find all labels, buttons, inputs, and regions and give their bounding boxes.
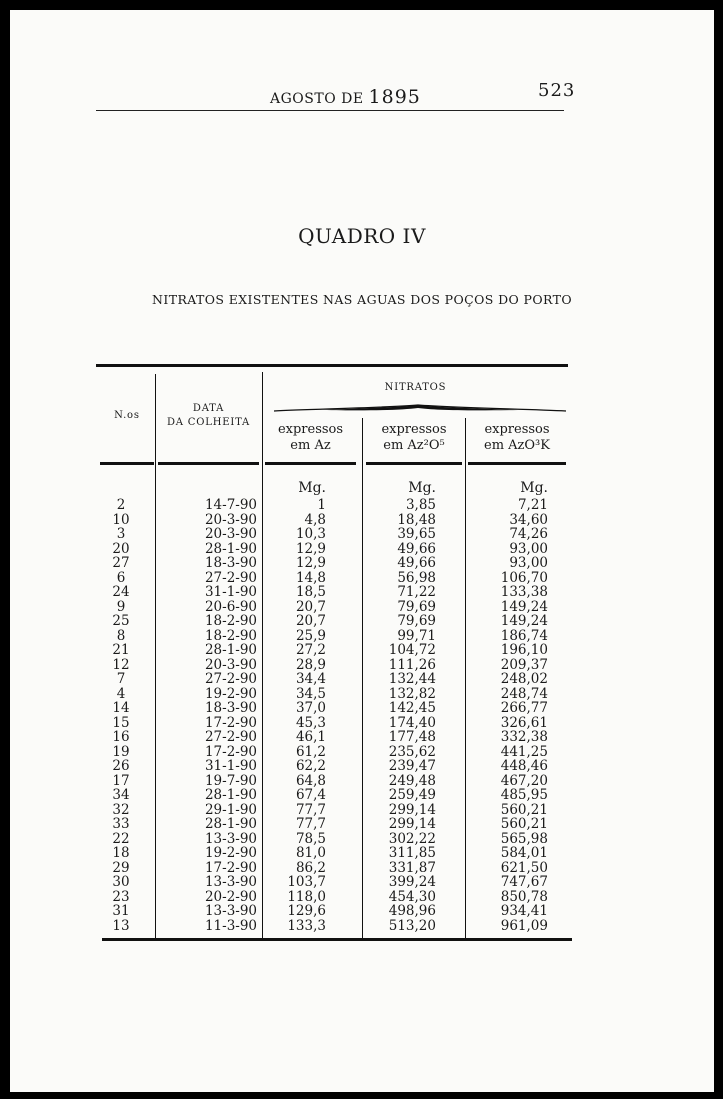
cell-azo3k: 584,01 [500,845,548,861]
cell-az: 133,3 [287,917,326,934]
cell-n: 9 [116,598,126,615]
cell-az: 34,4 [295,671,326,687]
cell-date: 28-1-90 [204,540,258,557]
cell-date: 18-2-90 [204,613,258,629]
header-rule [96,110,564,111]
cell-date: 31-1-90 [204,758,258,774]
col-header-n: N.os [114,410,140,421]
table-subtitle: NITRATOS EXISTENTES NAS AGUAS DOS POÇOS DO PORTO [152,292,572,307]
cell-az2o5: 249,48 [388,772,436,789]
cell-az: 12,9 [295,540,326,557]
cell-azo3k: 565,98 [500,830,548,847]
cell-n: 4 [116,685,126,702]
cell-az: 1 [317,497,326,513]
cell-az: 67,4 [295,787,326,803]
col-header-date-line1: DATA [192,403,225,414]
cell-n: 21 [112,642,130,658]
cell-n: 34 [112,787,130,803]
cell-azo3k: 34,60 [509,511,548,528]
cell-azo3k: 266,77 [500,700,548,716]
cell-azo3k: 621,50 [500,859,548,876]
cell-az2o5: 239,47 [388,758,436,774]
cell-date: 28-1-90 [204,642,258,658]
cell-n: 12 [112,656,130,673]
cell-n: 27 [112,555,130,571]
cell-azo3k: 93,00 [509,540,548,557]
cell-n: 18 [112,845,130,861]
cell-az2o5: 99,71 [397,627,436,644]
cell-azo3k: 248,74 [500,685,548,702]
cell-az2o5: 399,24 [388,874,436,890]
cell-az2o5: 299,14 [388,816,436,832]
cell-date: 20-3-90 [204,526,258,542]
cell-azo3k: 106,70 [500,569,548,586]
document-page [10,10,714,1092]
cell-azo3k: 850,78 [500,888,548,905]
cell-n: 30 [112,874,130,890]
cell-az2o5: 513,20 [388,917,436,934]
cell-azo3k: 133,38 [500,584,548,600]
header-bottom-rule-az [265,462,356,465]
cell-az2o5: 299,14 [388,801,436,818]
cell-az: 12,9 [295,555,326,571]
cell-az2o5: 331,87 [388,859,436,876]
cell-az: 62,2 [295,758,326,774]
cell-az: 27,2 [295,642,326,658]
cell-az2o5: 79,69 [397,598,436,615]
col-header-az: expressos em Az [277,422,344,453]
cell-az2o5: 302,22 [388,830,436,847]
table-bottom-rule [102,938,572,941]
cell-azo3k: 93,00 [509,555,548,571]
cell-az: 14,8 [295,569,326,586]
cell-az: 37,0 [295,700,326,716]
cell-az2o5: 311,85 [388,845,436,861]
group-brace [272,403,568,415]
cell-date: 18-3-90 [204,700,258,716]
cell-n: 31 [112,903,130,919]
cell-az: 129,6 [287,903,326,919]
cell-az: 86,2 [295,859,326,876]
cell-az: 77,7 [295,801,326,818]
cell-n: 2 [116,497,126,513]
cell-n: 3 [116,526,126,542]
cell-date: 29-1-90 [204,801,258,818]
cell-date: 28-1-90 [204,816,258,832]
cell-az2o5: 498,96 [388,903,436,919]
cell-n: 7 [116,671,126,687]
cell-azo3k: 326,61 [500,714,548,731]
header-bottom-rule-az2o5 [366,462,462,465]
cell-date: 19-2-90 [204,845,258,861]
cell-date: 11-3-90 [204,917,258,934]
unit-label: Mg. [520,480,548,496]
cell-n: 15 [112,714,130,731]
cell-date: 31-1-90 [204,584,258,600]
cell-az2o5: 111,26 [388,656,436,673]
running-title: AGOSTO DE 1895 [270,86,421,108]
cell-az2o5: 142,45 [388,700,436,716]
cell-azo3k: 149,24 [500,598,548,615]
cell-az: 10,3 [295,526,326,542]
cell-az2o5: 56,98 [397,569,436,586]
cell-date: 19-7-90 [204,772,258,789]
cell-n: 16 [112,729,130,745]
cell-n: 17 [112,772,130,789]
header-bottom-rule-n [100,462,154,465]
col-divider-1 [155,374,156,938]
cell-az2o5: 174,40 [388,714,436,731]
cell-az: 46,1 [295,729,326,745]
column-n [96,478,146,933]
cell-date: 14-7-90 [204,497,258,513]
cell-az: 103,7 [287,874,326,890]
cell-n: 23 [112,888,130,905]
cell-n: 6 [116,569,126,586]
cell-az: 77,7 [295,816,326,832]
cell-azo3k: 485,95 [500,787,548,803]
cell-date: 17-2-90 [204,743,258,760]
cell-az: 61,2 [295,743,326,760]
col-header-az2o5: expressos em Az²O⁵ [381,422,447,453]
cell-date: 20-2-90 [204,888,258,905]
cell-az: 34,5 [295,685,326,702]
cell-az2o5: 49,66 [397,555,436,571]
cell-az: 45,3 [295,714,326,731]
cell-azo3k: 209,37 [500,656,548,673]
cell-date: 13-3-90 [204,830,258,847]
cell-n: 25 [112,613,130,629]
column-azo3k [466,478,548,933]
cell-date: 20-3-90 [204,656,258,673]
cell-azo3k: 560,21 [500,801,548,818]
cell-azo3k: 332,38 [500,729,548,745]
cell-date: 18-2-90 [204,627,258,644]
running-header [10,10,714,110]
cell-date: 13-3-90 [204,903,258,919]
cell-date: 20-6-90 [204,598,258,615]
cell-azo3k: 149,24 [500,613,548,629]
cell-az2o5: 235,62 [388,743,436,760]
cell-az: 78,5 [295,830,326,847]
cell-n: 13 [112,917,130,934]
page-number: 523 [538,80,576,101]
cell-date: 18-3-90 [204,555,258,571]
group-header-nitratos: NITRATOS [384,382,447,393]
header-bottom-rule-date [158,462,259,465]
cell-n: 33 [112,816,130,832]
cell-azo3k: 934,41 [500,903,548,919]
cell-date: 19-2-90 [204,685,258,702]
cell-azo3k: 74,26 [509,526,548,542]
column-az2o5 [366,478,436,933]
cell-date: 27-2-90 [204,729,258,745]
cell-date: 17-2-90 [204,714,258,731]
cell-az2o5: 259,49 [388,787,436,803]
cell-date: 13-3-90 [204,874,258,890]
col-header-date-line2: DA COLHEITA [166,417,251,428]
cell-azo3k: 441,25 [500,743,548,760]
col-divider-3 [362,418,363,938]
cell-azo3k: 961,09 [500,917,548,934]
table-title: QUADRO IV [298,224,426,248]
cell-az2o5: 18,48 [397,511,436,528]
table-top-rule [96,364,568,367]
cell-n: 26 [112,758,130,774]
cell-n: 32 [112,801,130,818]
cell-azo3k: 560,21 [500,816,548,832]
cell-n: 29 [112,859,130,876]
cell-n: 14 [112,700,130,716]
cell-n: 10 [112,511,130,528]
cell-n: 22 [112,830,130,847]
cell-az: 25,9 [295,627,326,644]
cell-azo3k: 467,20 [500,772,548,789]
cell-azo3k: 747,67 [500,874,548,890]
cell-n: 24 [112,584,130,600]
cell-az: 28,9 [295,656,326,673]
cell-az: 20,7 [295,598,326,615]
unit-label: Mg. [408,480,436,496]
running-title-year: 1895 [368,86,421,108]
cell-az2o5: 39,65 [397,526,436,542]
cell-n: 8 [116,627,126,644]
cell-az2o5: 454,30 [388,888,436,905]
cell-az2o5: 49,66 [397,540,436,557]
cell-az: 4,8 [304,511,326,528]
cell-az: 64,8 [295,772,326,789]
column-az [256,478,326,933]
cell-date: 20-3-90 [204,511,258,528]
cell-az2o5: 177,48 [388,729,436,745]
cell-az2o5: 79,69 [397,613,436,629]
cell-azo3k: 186,74 [500,627,548,644]
cell-az2o5: 132,82 [388,685,436,702]
cell-azo3k: 248,02 [500,671,548,687]
cell-az2o5: 132,44 [388,671,436,687]
cell-date: 27-2-90 [204,671,258,687]
cell-az: 20,7 [295,613,326,629]
cell-az2o5: 71,22 [397,584,436,600]
unit-label: Mg. [298,480,326,496]
header-bottom-rule-azo3k [468,462,566,465]
cell-n: 20 [112,540,130,557]
cell-n: 19 [112,743,130,760]
cell-date: 28-1-90 [204,787,258,803]
cell-az2o5: 104,72 [388,642,436,658]
col-header-azo3k: expressos em AzO³K [484,422,550,453]
cell-azo3k: 7,21 [517,497,548,513]
cell-date: 27-2-90 [204,569,258,586]
cell-az: 118,0 [287,888,326,905]
cell-az: 18,5 [295,584,326,600]
cell-az: 81,0 [295,845,326,861]
cell-date: 17-2-90 [204,859,258,876]
cell-azo3k: 196,10 [500,642,548,658]
cell-azo3k: 448,46 [500,758,548,774]
cell-az2o5: 3,85 [405,497,436,513]
